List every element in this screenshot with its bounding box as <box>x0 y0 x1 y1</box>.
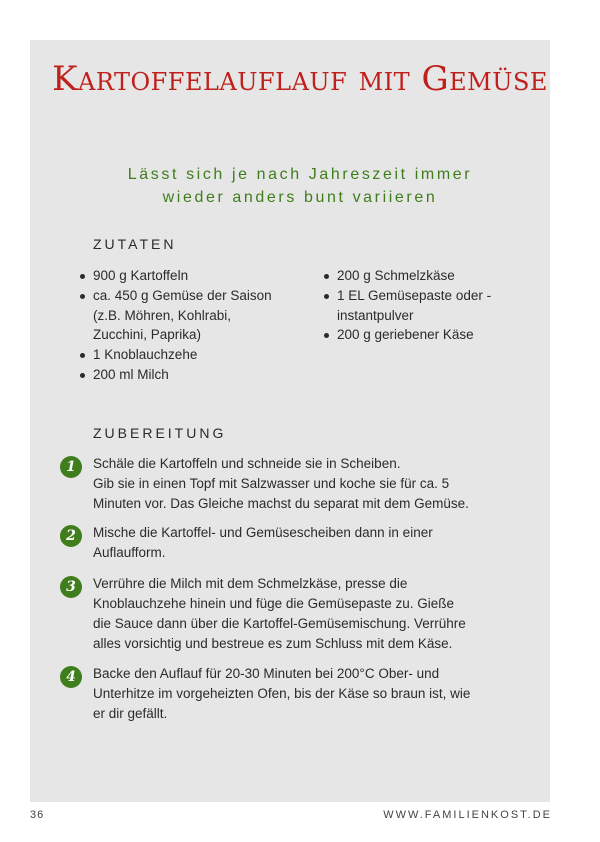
ingredient-item: 1 Knoblauchzehe <box>78 345 288 365</box>
step-text: Verrühre die Milch mit dem Schmelzkäse, presse die Knoblauchzehe hinein und füge die Gemüsepaste zu. Gieße die Sauce dann über die Kartoffel-Gemüsemischung. Verrühre alles vorsichtig und bestreue es zum Schluss mit dem Käse. <box>93 576 466 651</box>
website-link[interactable]: WWW.FAMILIENKOST.DE <box>383 809 552 821</box>
ingredient-item: 200 g geriebener Käse <box>322 325 512 345</box>
ingredient-item: 200 g Schmelzkäse <box>322 266 512 286</box>
ingredients-list-right <box>322 266 512 345</box>
step-text: Mische die Kartoffel- und Gemüsescheiben dann in einer Auflaufform. <box>93 525 433 560</box>
page-number: 36 <box>30 809 45 821</box>
step-text: Schäle die Kartoffeln und schneide sie in Scheiben. Gib sie in einen Topf mit Salzwasser und koche sie für ca. 5 Minuten vor. Das Gleiche machst du separat mit dem Gemüse. <box>93 456 469 511</box>
preparation-heading: ZUBEREITUNG <box>93 425 227 441</box>
recipe-title: Kartoffelauflauf mit Gemüse <box>52 59 548 99</box>
step-text: Backe den Auflauf für 20-30 Minuten bei 200°C Ober- und Unterhitze im vorgeheizten Ofen, bis der Käse so braun ist, wie er dir gefällt. <box>93 666 471 721</box>
step-number-badge: 3 <box>60 576 82 598</box>
ingredient-item: ca. 450 g Gemüse der Saison (z.B. Möhren, Kohlrabi, Zucchini, Paprika) <box>78 286 288 345</box>
ingredient-item: 900 g Kartoffeln <box>78 266 288 286</box>
ingredient-item: 200 ml Milch <box>78 365 288 385</box>
ingredients-list-left <box>78 266 288 385</box>
ingredients-heading: ZUTATEN <box>93 236 177 252</box>
step-number-badge: 1 <box>60 456 82 478</box>
ingredient-item: 1 EL Gemüsepaste oder -instantpulver <box>322 286 512 326</box>
step-number-badge: 4 <box>60 666 82 688</box>
step-number-badge: 2 <box>60 525 82 547</box>
recipe-subtitle: Lässt sich je nach Jahreszeit immer wieder anders bunt variieren <box>127 166 473 206</box>
